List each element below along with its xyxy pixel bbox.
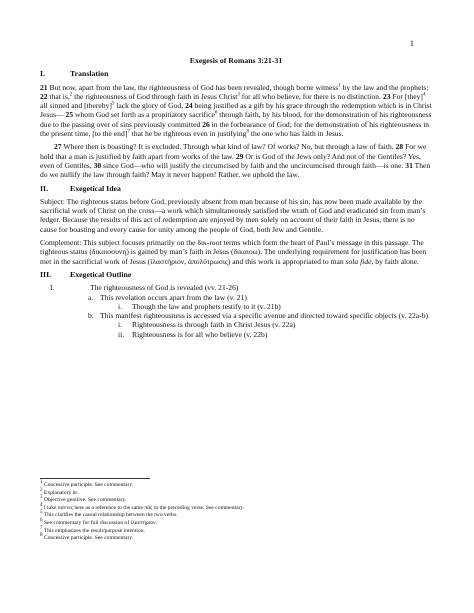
footnote-text: I take πάντες here as a reference to the same πάς in the preceding verse. See commentary. xyxy=(43,504,245,511)
footnote-ref[interactable]: 2 xyxy=(69,92,73,98)
outline-label: I. xyxy=(50,283,55,293)
verse-text: Where then is boasting? It is excluded. Through what kind of law? Of works? No, but through a law of faith. xyxy=(61,142,396,152)
footnote-number: 5 xyxy=(40,510,43,516)
document-body xyxy=(40,56,432,339)
exegetical-outline xyxy=(40,283,432,339)
footnote-number: 6 xyxy=(40,518,43,524)
verse-text: Then do we nullify the law through faith? May it never happen! Rather, we uphold the law. xyxy=(40,160,431,180)
section-number: I. xyxy=(40,69,45,79)
footnote-text: See commentary for full discussion of ἱλαστήριον. xyxy=(43,519,157,526)
outline-text: Though the law and prophets testify to it (v. 21b) xyxy=(132,301,281,311)
outline-text: Righteousness is through faith in Christ Jesus (v. 22a) xyxy=(132,320,296,330)
verse-text: the one who has faith in Jesus. xyxy=(248,129,344,139)
footnote-ref[interactable]: 5 xyxy=(111,101,115,107)
verse-number: 26 xyxy=(202,119,210,129)
verse-text: that he be righteous even in justifying xyxy=(129,129,247,139)
footnote-number: 3 xyxy=(40,495,43,501)
footnote-ref[interactable]: 7 xyxy=(127,129,130,135)
outline-item xyxy=(40,311,432,320)
footnote xyxy=(40,482,432,490)
footnote-ref[interactable]: 4 xyxy=(422,92,426,98)
verse-text: For we hold that a man is justified by faith apart from works of the law. xyxy=(40,142,427,161)
verse-text: But now, apart from the law, the righteousness of God has been revealed, though borne witness xyxy=(47,82,339,92)
outline-text: Righteousness is for all who believe (v. 22b) xyxy=(132,329,268,339)
outline-item xyxy=(40,293,432,302)
verse-text: For [they] xyxy=(390,91,423,101)
footnote-ref[interactable]: 1 xyxy=(338,83,341,89)
section-number: III. xyxy=(40,269,52,279)
verse-number: 29 xyxy=(235,151,244,161)
verse-text: all sinned and [thereby] xyxy=(40,101,112,111)
verse-number: 22 xyxy=(40,91,48,101)
verse-text: being justified as a gift by his grace through the redemption which is in Christ Jesus— xyxy=(40,101,432,120)
verse-text: since God—who will justify the circumcised by faith and the uncircumcised through faith—is one. xyxy=(101,160,406,170)
section-title: Exegetical Idea xyxy=(70,183,121,193)
verse-number: 28 xyxy=(395,142,404,152)
verse-number: 24 xyxy=(185,101,193,111)
verse-text: the righteousness of God through faith in Jesus Christ xyxy=(72,91,238,101)
outline-label: i. xyxy=(118,301,123,311)
footnote-ref[interactable]: 3 xyxy=(237,92,240,98)
section-heading-idea xyxy=(40,184,432,193)
footnote-number: 2 xyxy=(40,487,43,493)
footnote-text: Objective genitive. See commentary. xyxy=(43,497,127,504)
verse-number: 25 xyxy=(65,110,74,120)
verse-text: through faith, by his blood, for the demonstration of his righteousness due to the passing over of sins previously committed xyxy=(40,110,432,129)
outline-text: The righteousness of God is revealed (vv. 21-26) xyxy=(90,283,239,293)
verse-text: by the law and the prophets; xyxy=(340,82,429,92)
verse-number: 21 xyxy=(40,82,48,92)
verse-number: 27 xyxy=(54,142,62,152)
section-title: Translation xyxy=(70,69,109,79)
outline-item xyxy=(40,283,432,292)
footnote-number: 1 xyxy=(40,480,43,486)
outline-item xyxy=(40,302,432,311)
translation-paragraph-1 xyxy=(40,83,432,139)
outline-text: This manifest righteousness is accessed via a specific avenue and directed toward specific objects (v. 22a-b) xyxy=(100,311,429,321)
verse-text: for all who believe, for there is no distinction. xyxy=(239,91,383,101)
footnote-text: Concessive participle. See commentary. xyxy=(43,535,134,542)
outline-item xyxy=(40,330,432,339)
complement-text: , by faith alone. xyxy=(371,256,419,266)
section-title: Exegetical Outline xyxy=(70,269,132,279)
footnote xyxy=(40,520,432,528)
translation-paragraph-2 xyxy=(40,142,432,179)
complement-italic: sola fide xyxy=(345,256,372,266)
outline-text: This revelation occurs apart from the law (v. 21) xyxy=(100,292,247,302)
section-heading-translation xyxy=(40,69,432,78)
verse-text: whom God set forth as a propitiatory sacrifice xyxy=(73,110,215,120)
footnote-text: This emphasizes the result/purpose intention. xyxy=(43,527,145,534)
outline-item xyxy=(40,320,432,329)
footnote-text: This clarifies the causal relationship between the two verbs. xyxy=(43,512,178,519)
outline-label: b. xyxy=(88,311,94,321)
verse-text: that is, xyxy=(47,91,70,101)
verse-text: Or is God of the Jews only? And not of the Gentiles? Yes, even of Gentiles, xyxy=(40,151,421,170)
document-title: Exegesis of Romans 3:21-31 xyxy=(189,56,283,65)
section-number: II. xyxy=(40,183,49,193)
footnote-text: Concessive participle. See commentary. xyxy=(43,482,134,488)
footnote-ref[interactable]: 8 xyxy=(246,129,249,135)
verse-number: 23 xyxy=(382,91,391,101)
section-heading-outline xyxy=(40,270,432,279)
verse-number: 31 xyxy=(405,160,413,170)
footnote-number: 4 xyxy=(40,502,43,508)
outline-label: a. xyxy=(88,292,94,302)
footnote-text: Explanatory δε. xyxy=(43,489,80,496)
footnote-ref[interactable]: 6 xyxy=(214,110,218,116)
page-number: 1 xyxy=(409,38,414,48)
subject-paragraph: Subject: The righteous status before God, previously absent from man because of his sin, has now been made available by the sacrificial work of Christ on the cross—a work which simultaneously satisfied the wrath of God and eradicated sin from man’s ledger. Because the results of this act of redemption are enjoyed by men solely on account of their faith in Jesus, there is no cause for boasting and every cause for unity among the people of God, both Jew and Gentile. xyxy=(40,196,426,234)
verse-text: lack the glory of God, xyxy=(114,101,186,111)
footnote xyxy=(40,535,432,543)
footnote xyxy=(40,512,432,520)
outline-label: ii. xyxy=(118,329,125,339)
footnote-divider xyxy=(40,478,150,479)
outline-label: i. xyxy=(118,320,123,330)
footnote-number: 8 xyxy=(40,533,43,539)
verse-number: 30 xyxy=(93,160,102,170)
footnote xyxy=(40,497,432,505)
complement-paragraph xyxy=(40,238,432,266)
footnote-list xyxy=(40,482,432,543)
complement-text: Complement: This subject focuses primarily on the δικ-root terms which form the heart of Paul’s message in this passage. The righteous status (δικαιοσυνη) is gained by man’s faith in Jesus (δικαιοω). The underlying requirement for justification has been met in the sacrificial work of Jesus (ἱλαστήριον, ἀπολύτρωσις) and this work is appropriated to man xyxy=(40,238,427,266)
footnote-number: 7 xyxy=(40,525,43,531)
footnotes xyxy=(40,478,432,543)
verse-text: in the forbearance of God; for the demonstration of his righteousness in the present time, [to the end] xyxy=(40,119,430,139)
